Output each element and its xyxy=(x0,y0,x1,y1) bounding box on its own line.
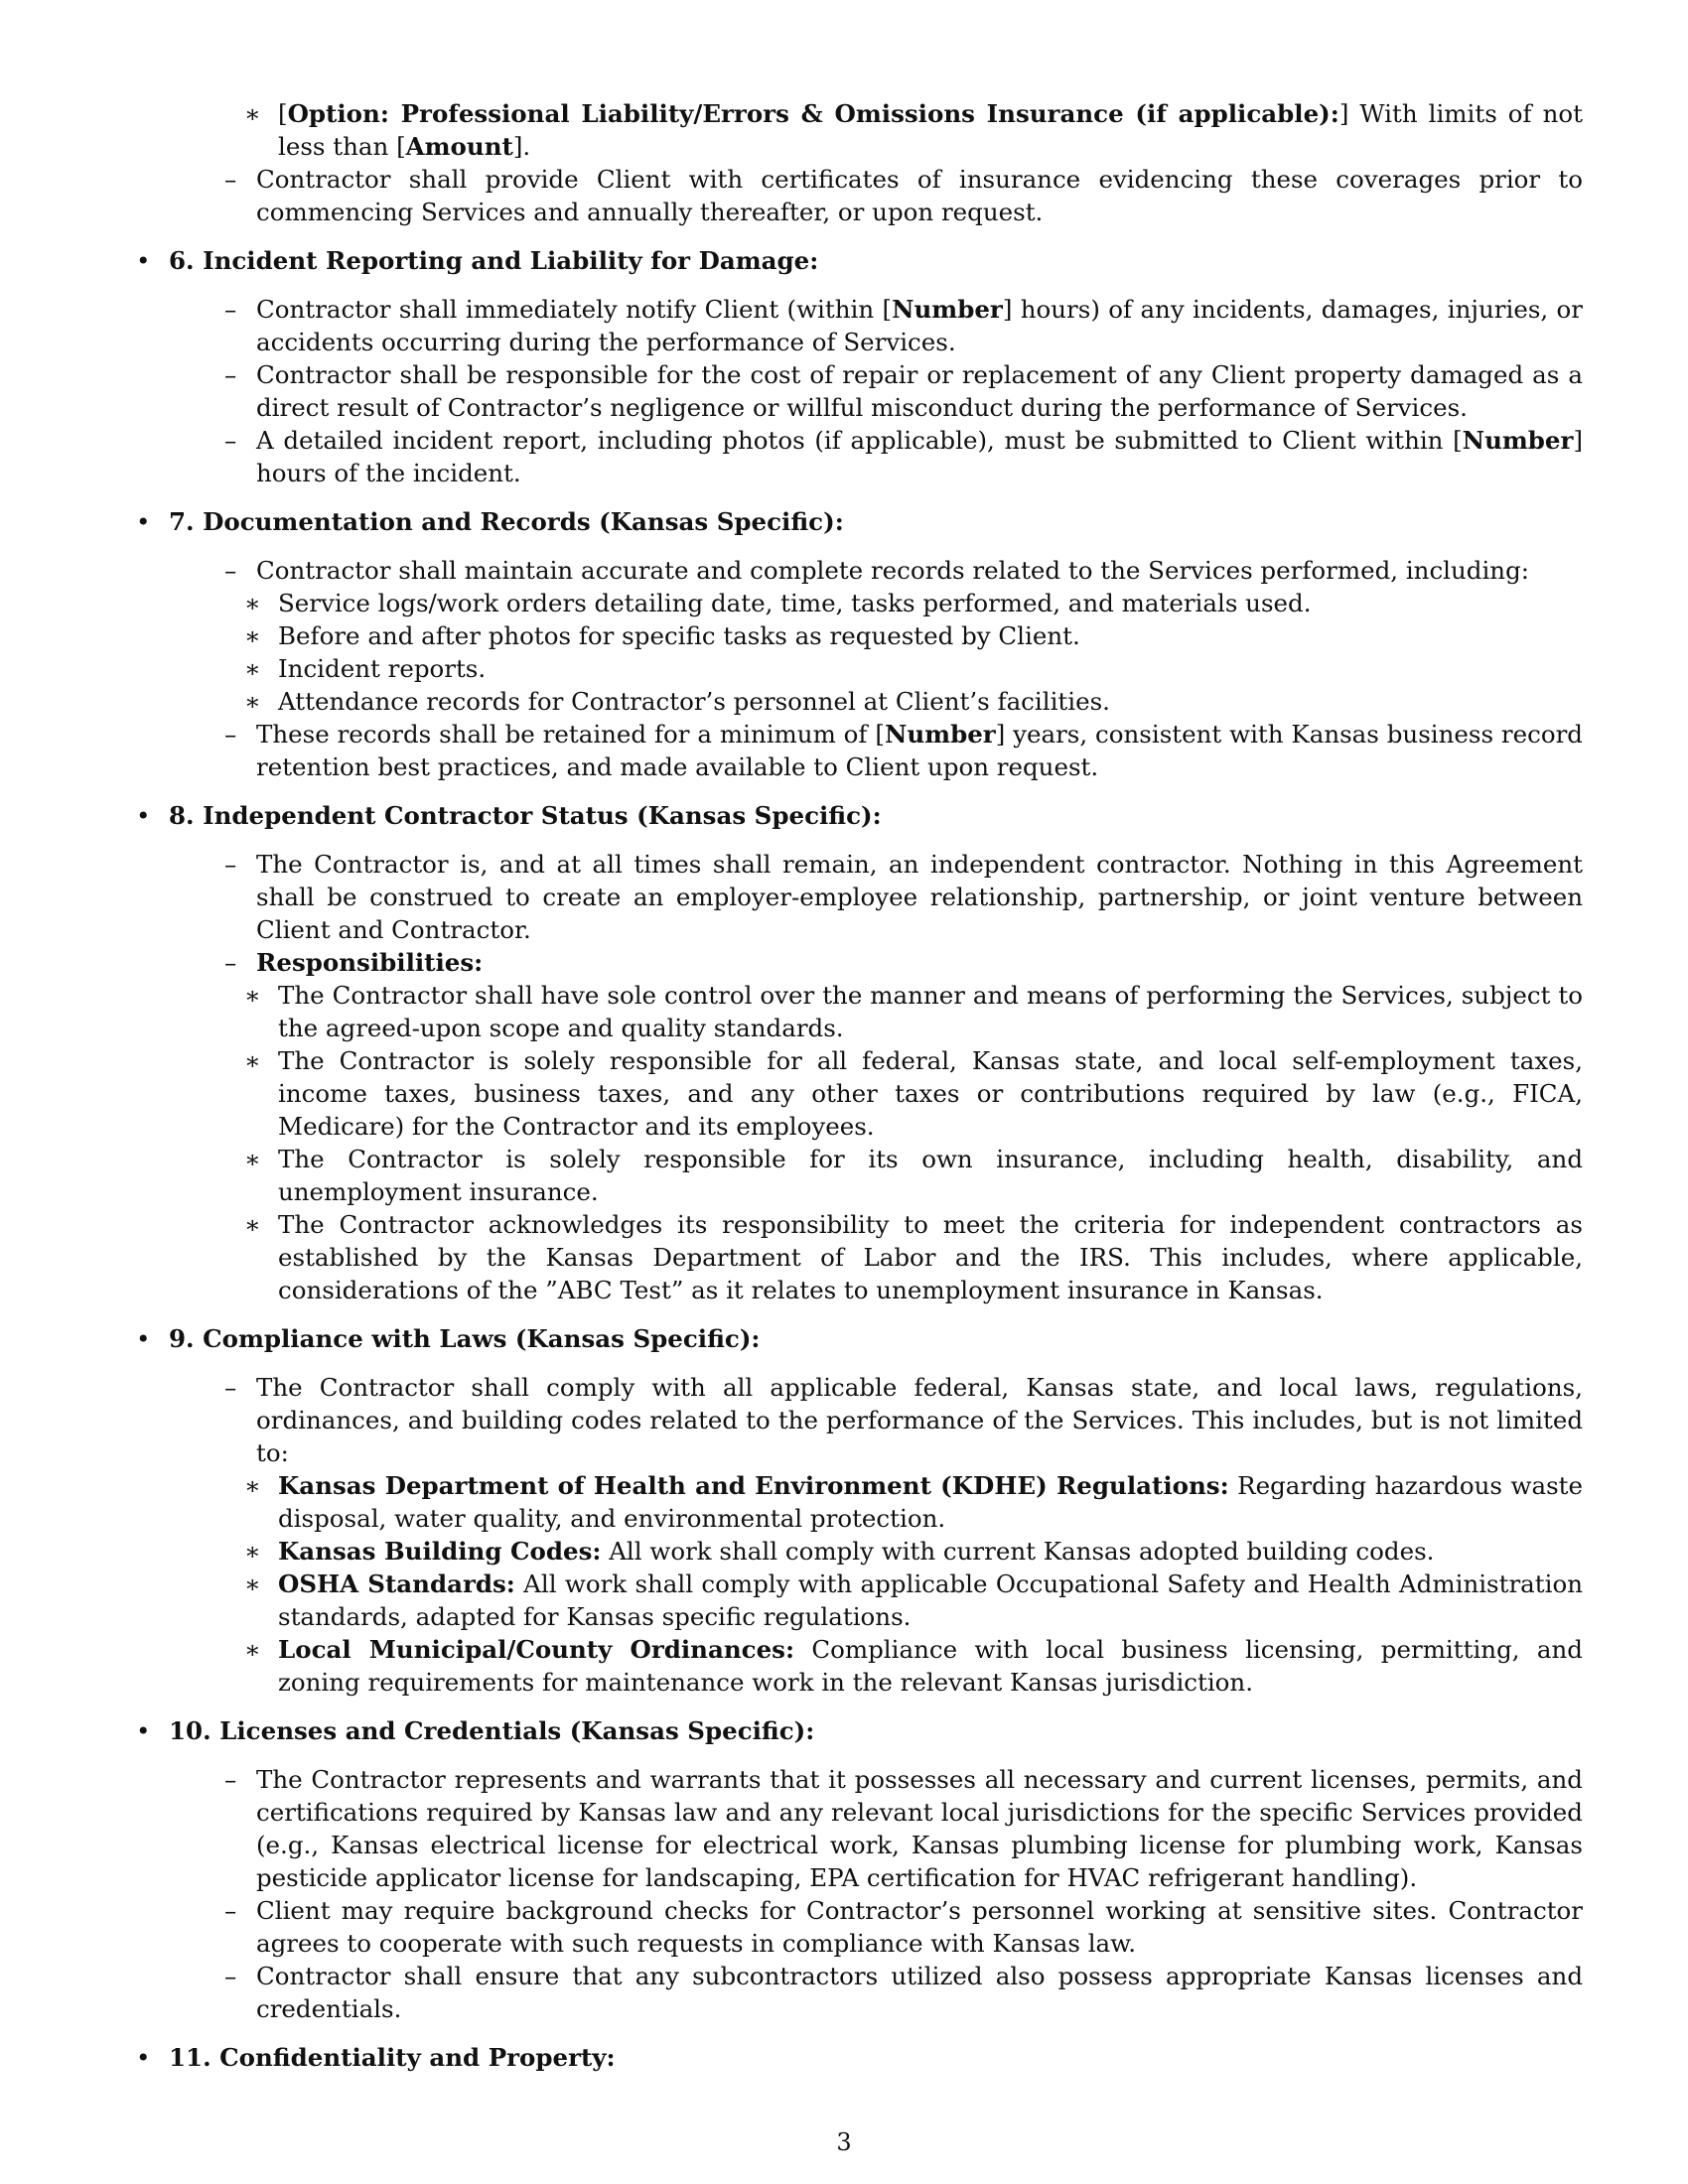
dash-bullet-icon: – xyxy=(224,720,237,749)
asterisk-bullet-icon: ∗ xyxy=(244,1635,261,1664)
list-item: ∗ Kansas Building Codes: All work shall comply with current Kansas adopted building codes. xyxy=(244,1537,1435,1566)
page-number: 3 xyxy=(836,2128,852,2156)
bullet-icon: • xyxy=(136,246,151,275)
list-item: – Contractor shall be responsible for the cost of repair or replacement of any Client property damaged as a direct result of Contractor’s negligence or willful misconduct during the performance of Services. xyxy=(224,360,1583,422)
list-item: ∗ The Contractor is solely responsible for its own insurance, including health, disability, and unemployment insurance. xyxy=(244,1145,1583,1206)
bullet-icon: • xyxy=(136,801,151,830)
dash-bullet-icon: – xyxy=(224,1962,237,1990)
list-item: ∗ Incident reports. xyxy=(244,654,487,683)
dash-bullet-icon: – xyxy=(224,1765,237,1794)
asterisk-bullet-icon: ∗ xyxy=(244,99,261,128)
section-title: 9. Compliance with Laws (Kansas Specific): xyxy=(169,1324,761,1353)
section-7 xyxy=(133,505,1583,538)
list-item: ∗ The Contractor is solely responsible for all federal, Kansas state, and local self-employment taxes, income taxes, business taxes, and any other taxes or contributions required by law (e.g., FICA, Medicare) for the Contractor and its employees. xyxy=(244,1046,1583,1141)
section-10 xyxy=(133,1714,1583,1747)
section-9-list xyxy=(226,1371,1583,1699)
bullet-icon: • xyxy=(136,1324,151,1353)
dash-bullet-icon: – xyxy=(224,948,237,977)
list-item: – Contractor shall maintain accurate and complete records related to the Services performed, including: xyxy=(224,556,1530,585)
carryover-list xyxy=(226,97,1583,228)
option-label: Option: Professional Liability/Errors & Omissions Insurance (if applicable): xyxy=(287,99,1339,128)
list-item: ∗ The Contractor shall have sole control over the manner and means of performing the Services, subject to the agreed-upon scope and quality standards. xyxy=(244,981,1583,1042)
placeholder-amount: Amount xyxy=(405,132,513,161)
asterisk-bullet-icon: ∗ xyxy=(244,1046,261,1075)
asterisk-bullet-icon: ∗ xyxy=(244,1210,261,1239)
dash-bullet-icon: – xyxy=(224,295,237,324)
dash-bullet-icon: – xyxy=(224,360,237,389)
list-item: – Contractor shall provide Client with certificates of insurance evidencing these coverages prior to commencing Services and annually thereafter, or upon request. xyxy=(224,165,1583,226)
list-item: ∗ The Contractor acknowledges its responsibility to meet the criteria for independent contractors as established by the Kansas Department of Labor and the IRS. This includes, where applicable, considerations of the ”ABC Test” as it relates to unemployment insurance in Kansas. xyxy=(244,1210,1583,1304)
section-6-list xyxy=(226,293,1583,489)
section-10-list xyxy=(226,1763,1583,2025)
section-title: 8. Independent Contractor Status (Kansas Specific): xyxy=(169,801,882,830)
list-item: ∗ Kansas Department of Health and Environment (KDHE) Regulations: Regarding hazardous waste disposal, water quality, and environmental protection. xyxy=(244,1471,1583,1533)
section-11 xyxy=(133,2041,1583,2074)
asterisk-bullet-icon: ∗ xyxy=(244,1537,261,1566)
list-item xyxy=(226,946,1583,979)
section-9 xyxy=(133,1322,1583,1355)
list-item: – Client may require background checks for Contractor’s personnel working at sensitive sites. Contractor agrees to cooperate with such requests in compliance with Kansas law. xyxy=(224,1896,1583,1958)
asterisk-bullet-icon: ∗ xyxy=(244,589,261,617)
list-item: – The Contractor represents and warrants that it possesses all necessary and current licenses, permits, and certifications required by Kansas law and any relevant local jurisdictions for the specific Services provided (e.g., Kansas electrical license for electrical work, Kansas plumbing license for plumbing work, Kansas pesticide applicator license for landscaping, EPA certification for HVAC refrigerant handling). xyxy=(224,1765,1583,1892)
asterisk-bullet-icon: ∗ xyxy=(244,981,261,1010)
list-item: – The Contractor is, and at all times shall remain, an independent contractor. Nothing in this Agreement shall be construed to create an employer-employee relationship, partnership, or joint venture between Client and Contractor. xyxy=(224,850,1583,944)
list-item: – The Contractor shall comply with all applicable federal, Kansas state, and local laws, regulations, ordinances, and building codes related to the performance of the Services. This includes, but is not limited to: xyxy=(224,1373,1583,1467)
section-title: 6. Incident Reporting and Liability for Damage: xyxy=(169,246,819,275)
list-item: ∗ Service logs/work orders detailing date, time, tasks performed, and materials used. xyxy=(244,589,1312,617)
document-page xyxy=(133,97,1583,2090)
asterisk-bullet-icon: ∗ xyxy=(244,1471,261,1500)
responsibilities-heading: Responsibilities: xyxy=(256,948,484,977)
section-7-list xyxy=(226,554,1583,783)
section-title: 10. Licenses and Credentials (Kansas Specific): xyxy=(169,1716,815,1745)
list-item: – Contractor shall ensure that any subcontractors utilized also possess appropriate Kansas licenses and credentials. xyxy=(224,1962,1583,2023)
dash-bullet-icon: – xyxy=(224,426,237,455)
asterisk-bullet-icon: ∗ xyxy=(244,687,261,716)
dash-bullet-icon: – xyxy=(224,1373,237,1402)
bullet-icon: • xyxy=(136,2043,151,2072)
asterisk-bullet-icon: ∗ xyxy=(244,621,261,650)
bullet-icon: • xyxy=(136,507,151,536)
list-item: – Contractor shall immediately notify Client (within [Number] hours) of any incidents, damages, injuries, or accidents occurring during the performance of Services. xyxy=(224,295,1584,356)
section-8 xyxy=(133,799,1583,832)
section-title: 7. Documentation and Records (Kansas Specific): xyxy=(169,507,844,536)
asterisk-bullet-icon: ∗ xyxy=(244,1145,261,1173)
section-8-list xyxy=(226,848,1583,1306)
asterisk-bullet-icon: ∗ xyxy=(244,654,261,683)
list-item: ∗ Attendance records for Contractor’s personnel at Client’s facilities. xyxy=(244,687,1110,716)
asterisk-bullet-icon: ∗ xyxy=(244,1570,261,1598)
list-item: ∗ OSHA Standards: All work shall comply with applicable Occupational Safety and Health Administration standards, adapted for Kansas specific regulations. xyxy=(244,1570,1584,1631)
section-6 xyxy=(133,244,1583,277)
list-item: ∗ Before and after photos for specific tasks as requested by Client. xyxy=(244,621,1080,650)
dash-bullet-icon: – xyxy=(224,850,237,879)
dash-bullet-icon: – xyxy=(224,165,237,194)
dash-bullet-icon: – xyxy=(224,1896,237,1925)
list-item: ∗ Local Municipal/County Ordinances: Compliance with local business licensing, permitting, and zoning requirements for maintenance work in the relevant Kansas jurisdiction. xyxy=(244,1635,1583,1697)
section-title: 11. Confidentiality and Property: xyxy=(169,2043,616,2072)
list-item: – A detailed incident report, including photos (if applicable), must be submitted to Client within [Number] hours of the incident. xyxy=(224,426,1583,487)
list-item: ∗ [Option: Professional Liability/Errors & Omissions Insurance (if applicable):] With limits of not less than [Amount]. xyxy=(244,99,1584,161)
list-item: – These records shall be retained for a minimum of [Number] years, consistent with Kansas business record retention best practices, and made available to Client upon request. xyxy=(224,720,1583,781)
bullet-icon: • xyxy=(136,1716,151,1745)
dash-bullet-icon: – xyxy=(224,556,237,585)
